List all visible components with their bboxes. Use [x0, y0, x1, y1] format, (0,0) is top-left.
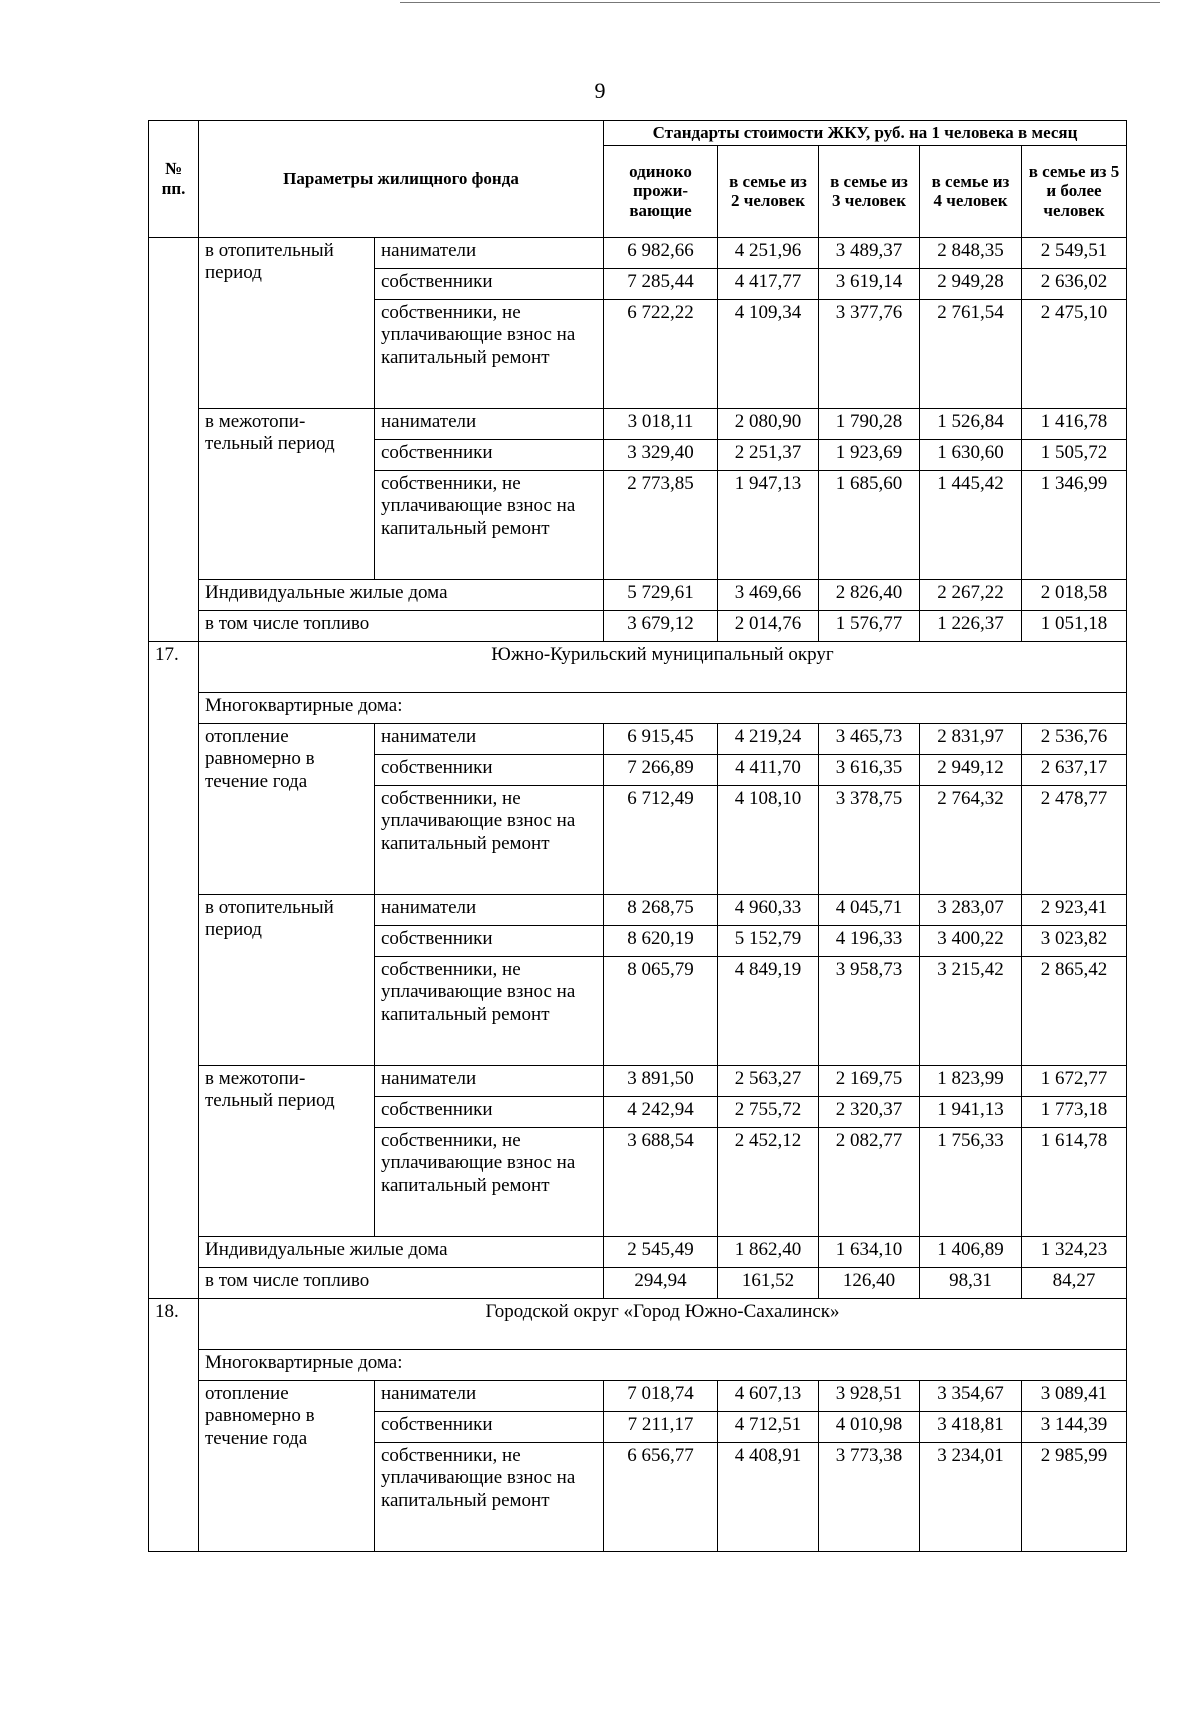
- value-cell: 6 915,45: [604, 723, 718, 754]
- value-cell: 2 267,22: [920, 579, 1022, 610]
- value-cell: 2 536,76: [1022, 723, 1127, 754]
- table-row: [149, 1380, 1127, 1411]
- value-cell: 2 082,77: [819, 1127, 920, 1236]
- value-cell: 4 712,51: [718, 1411, 819, 1442]
- category-label: собственники, не уплачивающие взнос на капитальный ремонт: [375, 1127, 604, 1236]
- table-row: [149, 723, 1127, 754]
- value-cell: 2 478,77: [1022, 785, 1127, 894]
- value-cell: 1 685,60: [819, 470, 920, 579]
- value-cell: 6 712,49: [604, 785, 718, 894]
- header-col-family4: в семье из 4 человек: [920, 145, 1022, 237]
- value-cell: 1 226,37: [920, 610, 1022, 641]
- value-cell: 2 636,02: [1022, 268, 1127, 299]
- category-label: собственники, не уплачивающие взнос на капитальный ремонт: [375, 470, 604, 579]
- value-cell: 8 065,79: [604, 956, 718, 1065]
- value-cell: 3 018,11: [604, 408, 718, 439]
- value-cell: 3 679,12: [604, 610, 718, 641]
- value-cell: 1 630,60: [920, 439, 1022, 470]
- value-cell: 4 411,70: [718, 754, 819, 785]
- category-label: наниматели: [375, 237, 604, 268]
- value-cell: 3 418,81: [920, 1411, 1022, 1442]
- value-cell: 3 377,76: [819, 299, 920, 408]
- group-label: в отопительный период: [199, 894, 375, 1065]
- value-cell: 3 023,82: [1022, 925, 1127, 956]
- table-row: [149, 610, 1127, 641]
- region-title: Городской округ «Город Южно-Сахалинск»: [199, 1298, 1127, 1349]
- value-cell: 2 761,54: [920, 299, 1022, 408]
- group-label: в отопительный период: [199, 237, 375, 408]
- value-cell: 3 891,50: [604, 1065, 718, 1096]
- category-label: наниматели: [375, 1065, 604, 1096]
- value-cell: 1 773,18: [1022, 1096, 1127, 1127]
- value-cell: 3 469,66: [718, 579, 819, 610]
- value-cell: 2 826,40: [819, 579, 920, 610]
- value-cell: 2 545,49: [604, 1236, 718, 1267]
- category-label: собственники, не уплачивающие взнос на капитальный ремонт: [375, 785, 604, 894]
- table-row: [149, 1298, 1127, 1349]
- value-cell: 3 958,73: [819, 956, 920, 1065]
- value-cell: 2 831,97: [920, 723, 1022, 754]
- value-cell: 4 219,24: [718, 723, 819, 754]
- page-number: 9: [594, 78, 606, 103]
- value-cell: 6 982,66: [604, 237, 718, 268]
- value-cell: 3 378,75: [819, 785, 920, 894]
- individual-houses-label: Индивидуальные жилые дома: [199, 1236, 604, 1267]
- value-cell: 4 010,98: [819, 1411, 920, 1442]
- value-cell: 2 563,27: [718, 1065, 819, 1096]
- section-index: 17.: [149, 641, 199, 1298]
- value-cell: 2 773,85: [604, 470, 718, 579]
- value-cell: 6 656,77: [604, 1442, 718, 1551]
- value-cell: 1 526,84: [920, 408, 1022, 439]
- value-cell: 2 865,42: [1022, 956, 1127, 1065]
- value-cell: 4 196,33: [819, 925, 920, 956]
- value-cell: 3 489,37: [819, 237, 920, 268]
- value-cell: 4 960,33: [718, 894, 819, 925]
- value-cell: 4 108,10: [718, 785, 819, 894]
- value-cell: 2 080,90: [718, 408, 819, 439]
- category-label: собственники, не уплачивающие взнос на капитальный ремонт: [375, 299, 604, 408]
- value-cell: 2 949,28: [920, 268, 1022, 299]
- value-cell: 1 576,77: [819, 610, 920, 641]
- value-cell: 1 505,72: [1022, 439, 1127, 470]
- value-cell: 1 051,18: [1022, 610, 1127, 641]
- header-standards: Стандарты стоимости ЖКУ, руб. на 1 человека в месяц: [604, 121, 1127, 146]
- value-cell: 1 416,78: [1022, 408, 1127, 439]
- value-cell: 5 152,79: [718, 925, 819, 956]
- value-cell: 1 672,77: [1022, 1065, 1127, 1096]
- value-cell: 2 320,37: [819, 1096, 920, 1127]
- value-cell: 7 211,17: [604, 1411, 718, 1442]
- header-col-family3: в семье из 3 человек: [819, 145, 920, 237]
- header-num: № пп.: [149, 121, 199, 238]
- value-cell: 2 475,10: [1022, 299, 1127, 408]
- region-title: Южно-Курильский муниципальный округ: [199, 641, 1127, 692]
- value-cell: 4 607,13: [718, 1380, 819, 1411]
- value-cell: 3 465,73: [819, 723, 920, 754]
- value-cell: 1 923,69: [819, 439, 920, 470]
- value-cell: 3 400,22: [920, 925, 1022, 956]
- value-cell: 3 234,01: [920, 1442, 1022, 1551]
- value-cell: 1 862,40: [718, 1236, 819, 1267]
- value-cell: 1 614,78: [1022, 1127, 1127, 1236]
- value-cell: 98,31: [920, 1267, 1022, 1298]
- table-row: [149, 641, 1127, 692]
- value-cell: 5 729,61: [604, 579, 718, 610]
- value-cell: 3 354,67: [920, 1380, 1022, 1411]
- value-cell: 84,27: [1022, 1267, 1127, 1298]
- value-cell: 3 773,38: [819, 1442, 920, 1551]
- value-cell: 2 923,41: [1022, 894, 1127, 925]
- value-cell: 1 406,89: [920, 1236, 1022, 1267]
- index-cell: [149, 237, 199, 641]
- table-row: [149, 1349, 1127, 1380]
- scan-edge-line: [400, 2, 1160, 3]
- category-label: собственники: [375, 925, 604, 956]
- fuel-label: в том числе топливо: [199, 1267, 604, 1298]
- apartments-label: Многоквартирные дома:: [199, 1349, 1127, 1380]
- category-label: наниматели: [375, 1380, 604, 1411]
- value-cell: 1 941,13: [920, 1096, 1022, 1127]
- value-cell: 2 848,35: [920, 237, 1022, 268]
- value-cell: 8 620,19: [604, 925, 718, 956]
- table-row: [149, 1065, 1127, 1096]
- value-cell: 2 452,12: [718, 1127, 819, 1236]
- value-cell: 161,52: [718, 1267, 819, 1298]
- header-col-single: одиноко прожи-вающие: [604, 145, 718, 237]
- value-cell: 1 947,13: [718, 470, 819, 579]
- value-cell: 2 764,32: [920, 785, 1022, 894]
- value-cell: 8 268,75: [604, 894, 718, 925]
- value-cell: 2 755,72: [718, 1096, 819, 1127]
- value-cell: 1 634,10: [819, 1236, 920, 1267]
- group-label: в межотопи-тельный период: [199, 1065, 375, 1236]
- category-label: собственники: [375, 439, 604, 470]
- apartments-label: Многоквартирные дома:: [199, 692, 1127, 723]
- group-label: в межотопи-тельный период: [199, 408, 375, 579]
- value-cell: 3 283,07: [920, 894, 1022, 925]
- value-cell: 3 928,51: [819, 1380, 920, 1411]
- value-cell: 3 619,14: [819, 268, 920, 299]
- fuel-label: в том числе топливо: [199, 610, 604, 641]
- value-cell: 7 018,74: [604, 1380, 718, 1411]
- value-cell: 2 949,12: [920, 754, 1022, 785]
- individual-houses-label: Индивидуальные жилые дома: [199, 579, 604, 610]
- value-cell: 2 549,51: [1022, 237, 1127, 268]
- value-cell: 1 790,28: [819, 408, 920, 439]
- section-index: 18.: [149, 1298, 199, 1551]
- value-cell: 2 014,76: [718, 610, 819, 641]
- value-cell: 1 324,23: [1022, 1236, 1127, 1267]
- value-cell: 2 251,37: [718, 439, 819, 470]
- value-cell: 1 346,99: [1022, 470, 1127, 579]
- value-cell: 1 823,99: [920, 1065, 1022, 1096]
- category-label: собственники, не уплачивающие взнос на капитальный ремонт: [375, 1442, 604, 1551]
- value-cell: 2 169,75: [819, 1065, 920, 1096]
- category-label: собственники: [375, 1096, 604, 1127]
- table-row: [149, 1236, 1127, 1267]
- header-params: Параметры жилищного фонда: [199, 121, 604, 238]
- value-cell: 1 756,33: [920, 1127, 1022, 1236]
- value-cell: 7 266,89: [604, 754, 718, 785]
- table-row: [149, 1267, 1127, 1298]
- value-cell: 3 144,39: [1022, 1411, 1127, 1442]
- category-label: наниматели: [375, 894, 604, 925]
- value-cell: 6 722,22: [604, 299, 718, 408]
- value-cell: 126,40: [819, 1267, 920, 1298]
- value-cell: 4 242,94: [604, 1096, 718, 1127]
- value-cell: 4 109,34: [718, 299, 819, 408]
- value-cell: 7 285,44: [604, 268, 718, 299]
- category-label: собственники, не уплачивающие взнос на капитальный ремонт: [375, 956, 604, 1065]
- value-cell: 3 215,42: [920, 956, 1022, 1065]
- value-cell: 4 408,91: [718, 1442, 819, 1551]
- group-label: отопление равномерно в течение года: [199, 723, 375, 894]
- value-cell: 2 018,58: [1022, 579, 1127, 610]
- value-cell: 294,94: [604, 1267, 718, 1298]
- group-label: отопление равномерно в течение года: [199, 1380, 375, 1551]
- table-body: [149, 237, 1127, 1551]
- value-cell: 3 616,35: [819, 754, 920, 785]
- value-cell: 2 985,99: [1022, 1442, 1127, 1551]
- value-cell: 1 445,42: [920, 470, 1022, 579]
- table-row: [149, 237, 1127, 268]
- table-row: [149, 692, 1127, 723]
- cost-standards-table: [148, 120, 1127, 1552]
- header-col-family2: в семье из 2 человек: [718, 145, 819, 237]
- value-cell: 4 849,19: [718, 956, 819, 1065]
- table-row: [149, 894, 1127, 925]
- header-col-family5: в семье из 5 и более человек: [1022, 145, 1127, 237]
- category-label: наниматели: [375, 723, 604, 754]
- value-cell: 4 045,71: [819, 894, 920, 925]
- value-cell: 3 688,54: [604, 1127, 718, 1236]
- value-cell: 2 637,17: [1022, 754, 1127, 785]
- category-label: собственники: [375, 268, 604, 299]
- table-row: [149, 408, 1127, 439]
- table-row: [149, 579, 1127, 610]
- value-cell: 3 329,40: [604, 439, 718, 470]
- category-label: собственники: [375, 1411, 604, 1442]
- value-cell: 3 089,41: [1022, 1380, 1127, 1411]
- category-label: собственники: [375, 754, 604, 785]
- value-cell: 4 417,77: [718, 268, 819, 299]
- category-label: наниматели: [375, 408, 604, 439]
- value-cell: 4 251,96: [718, 237, 819, 268]
